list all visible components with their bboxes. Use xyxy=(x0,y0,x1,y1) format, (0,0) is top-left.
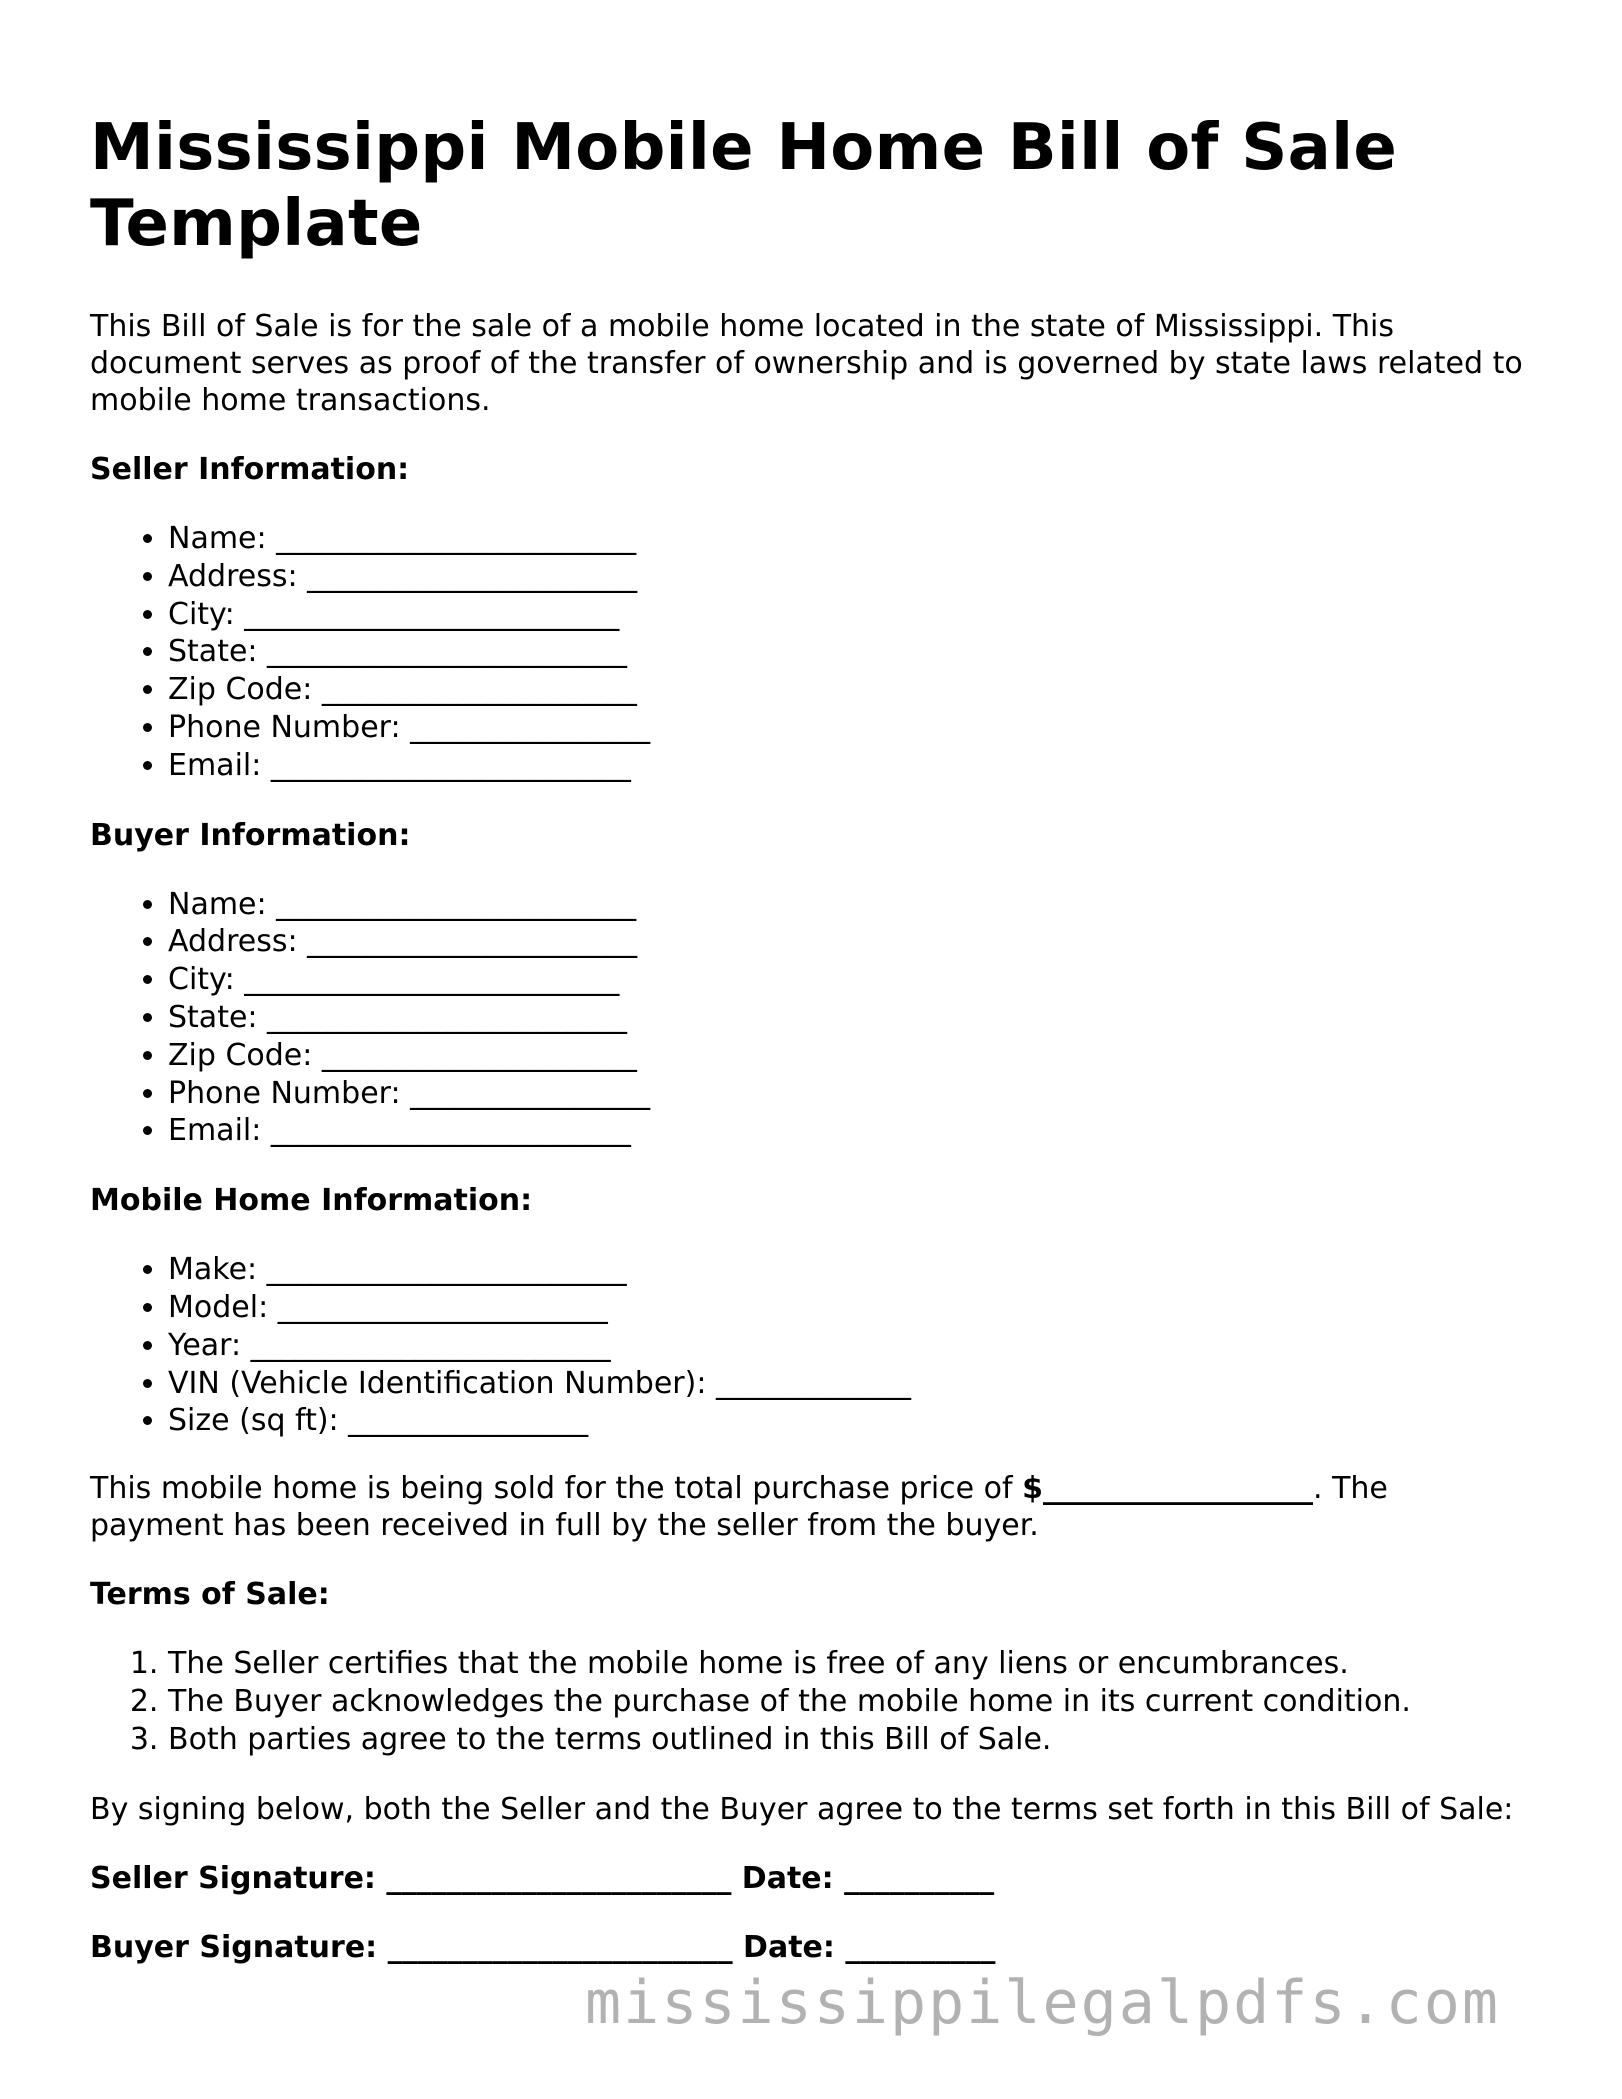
seller-address-field: • Address: ______________________ xyxy=(168,558,1530,596)
buyer-signature-line: Buyer Signature: _______________________ Date: __________ xyxy=(90,1929,996,1965)
seller-heading: Seller Information: xyxy=(90,452,410,487)
agreement-paragraph: By signing below, both the Seller and the Buyer agree to the terms set forth in this Bill of Sale: xyxy=(90,1791,1514,1827)
seller-name-field: • Name: ________________________ xyxy=(168,520,1530,558)
mobile-home-heading: Mobile Home Information: xyxy=(90,1183,533,1219)
buyer-zip-field: • Zip Code: _____________________ xyxy=(168,1037,1530,1075)
seller-signature-line: Seller Signature: _______________________ Date: __________ xyxy=(90,1860,995,1896)
seller-zip-field: • Zip Code: _____________________ xyxy=(168,671,1530,709)
buyer-email-field: • Email: ________________________ xyxy=(168,1112,1530,1150)
buyer-fields-list xyxy=(90,886,1530,1151)
seller-city-field: • City: _________________________ xyxy=(168,596,1530,634)
document-page xyxy=(90,110,1530,1966)
home-make-field: • Make: ________________________ xyxy=(168,1251,1530,1289)
home-vin-field: • VIN (Vehicle Identification Number): _____________ xyxy=(168,1365,1530,1403)
terms-list xyxy=(90,1645,1530,1758)
buyer-address-field: • Address: ______________________ xyxy=(168,923,1530,961)
buyer-heading: Buyer Information: xyxy=(90,817,411,853)
buyer-city-field: • City: _________________________ xyxy=(168,961,1530,999)
home-year-field: • Year: ________________________ xyxy=(168,1327,1530,1365)
intro-paragraph: This Bill of Sale is for the sale of a mobile home located in the state of Mississippi. This document serves as proof of the transfer of ownership and is governed by state laws related to mobile home transactions. xyxy=(90,309,1523,418)
buyer-name-field: • Name: ________________________ xyxy=(168,886,1530,924)
home-size-field: • Size (sq ft): ________________ xyxy=(168,1402,1530,1440)
buyer-state-field: • State: ________________________ xyxy=(168,999,1530,1037)
home-model-field: • Model: ______________________ xyxy=(168,1289,1530,1327)
seller-phone-field: • Phone Number: ________________ xyxy=(168,709,1530,747)
mobile-home-fields-list xyxy=(90,1251,1530,1440)
terms-heading: Terms of Sale: xyxy=(90,1577,330,1613)
seller-fields-list xyxy=(90,520,1530,785)
seller-state-field: • State: ________________________ xyxy=(168,633,1530,671)
term-item: 1. The Seller certifies that the mobile home is free of any liens or encumbrances. xyxy=(168,1645,1530,1683)
price-text-before: This mobile home is being sold for the total purchase price of xyxy=(90,1471,1023,1507)
document-title: Mississippi Mobile Home Bill of Sale Template xyxy=(90,111,1398,261)
watermark-text: mississippilegalpdfs.com xyxy=(585,1968,1500,2038)
purchase-price-paragraph xyxy=(90,1470,1530,1544)
buyer-phone-field: • Phone Number: ________________ xyxy=(168,1075,1530,1113)
price-blank: $__________________ xyxy=(1022,1471,1313,1507)
seller-email-field: • Email: ________________________ xyxy=(168,747,1530,785)
price-text-after: . The payment has been received in full by the seller from the buyer. xyxy=(90,1471,1388,1544)
term-item: 3. Both parties agree to the terms outlined in this Bill of Sale. xyxy=(168,1721,1530,1759)
term-item: 2. The Buyer acknowledges the purchase of the mobile home in its current condition. xyxy=(168,1683,1530,1721)
